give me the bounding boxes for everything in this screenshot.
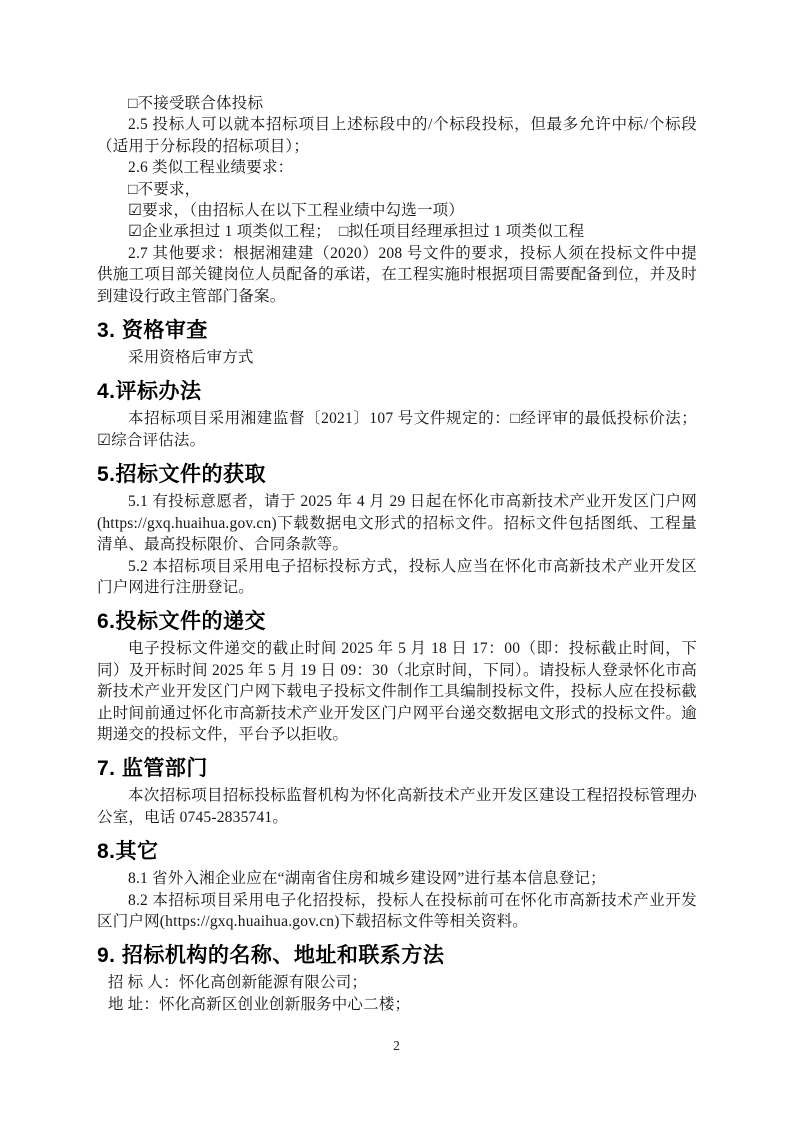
page-number: 2: [393, 1038, 400, 1053]
paragraph-supervision-department: 本次招标项目招标投标监督机构为怀化高新技术产业开发区建设工程招投标管理办公室，电话 0745-2835741。: [97, 787, 697, 826]
paragraph-qualification-method: 采用资格后审方式: [128, 349, 254, 367]
section-heading-bid-submission: 6.投标文件的递交: [97, 610, 267, 634]
checkbox-line-required: ☑要求，（由招标人在以下工程业绩中勾选一项）: [128, 202, 465, 220]
section-heading-qualification-review: 3. 资格审查: [97, 319, 208, 343]
section-heading-others: 8.其它: [97, 840, 159, 864]
paragraph-8-1: 8.1 省外入湘企业应在“湖南省住房和城乡建设网”进行基本信息登记；: [128, 870, 606, 888]
checkbox-line-no-consortium: □不接受联合体投标: [128, 95, 264, 112]
document-content: [97, 93, 697, 1015]
section-heading-tender-agency-contact: 9. 招标机构的名称、地址和联系方法: [97, 944, 445, 968]
paragraph-5-1: 5.1 有投标意愿者，请于 2025 年 4 月 29 日起在怀化市高新技术产业开发区门户网(https://gxq.huaihua.gov.cn)下载数据电文形式的招标文件。招标文件包括图纸、工程量清单、最高投标限价、合同条款等。: [97, 493, 697, 554]
paragraph-8-2: 8.2 本招标项目采用电子化招投标，投标人在投标前可在怀化市高新技术产业开发区门户网(https://gxq.huaihua.gov.cn)下载招标文件等相关资料。: [97, 891, 697, 930]
paragraph-bid-submission: 电子投标文件递交的截止时间 2025 年 5 月 18 日 17：00（即：投标截止时间，下同）及开标时间 2025 年 5 月 19 日 09：30（北京时间，下同）。请投标人登录怀化市高新技术产业开发区门户网下载电子投标文件制作工具编制投标文件，投标人应在投标截止时间前通过怀化市高新技术产业开发区门户网平台递交数据电文形式的投标文件。逾期递交的投标文件，平台予以拒收。: [97, 640, 697, 743]
paragraph-evaluation-method: 本招标项目采用湘建监督〔2021〕107 号文件规定的：□经评审的最低投标价法；☑综合评估法。: [97, 410, 697, 449]
section-heading-supervision-department: 7. 监管部门: [97, 757, 208, 781]
paragraph-2-6: 2.6 类似工程业绩要求：: [128, 159, 294, 177]
paragraph-tenderer-address: 地 址：怀化高新区创业创新服务中心二楼；: [107, 995, 411, 1013]
paragraph-5-2: 5.2 本招标项目采用电子招标投标方式，投标人应当在怀化市高新技术产业开发区门户网进行注册登记。: [97, 557, 697, 596]
section-heading-obtain-documents: 5.招标文件的获取: [97, 463, 267, 487]
section-heading-evaluation-method: 4.评标办法: [97, 380, 202, 404]
paragraph-2-5: 2.5 投标人可以就本招标项目上述标段中的/个标段投标，但最多允许中标/个标段（适用于分标段的招标项目）；: [97, 116, 697, 155]
paragraph-2-7: 2.7 其他要求：根据湘建建（2020）208 号文件的要求，投标人须在投标文件中提供施工项目部关键岗位人员配备的承诺，在工程实施时根据项目需要配备到位，并及时到建设行政主管部门备案。: [97, 244, 697, 305]
checkbox-line-experience-options: ☑企业承担过 1 项类似工程； □拟任项目经理承担过 1 项类似工程: [128, 223, 585, 241]
checkbox-line-not-required: □不要求，: [128, 180, 201, 198]
paragraph-tenderer-name: 招 标 人：怀化高创新能源有限公司；: [107, 974, 368, 992]
